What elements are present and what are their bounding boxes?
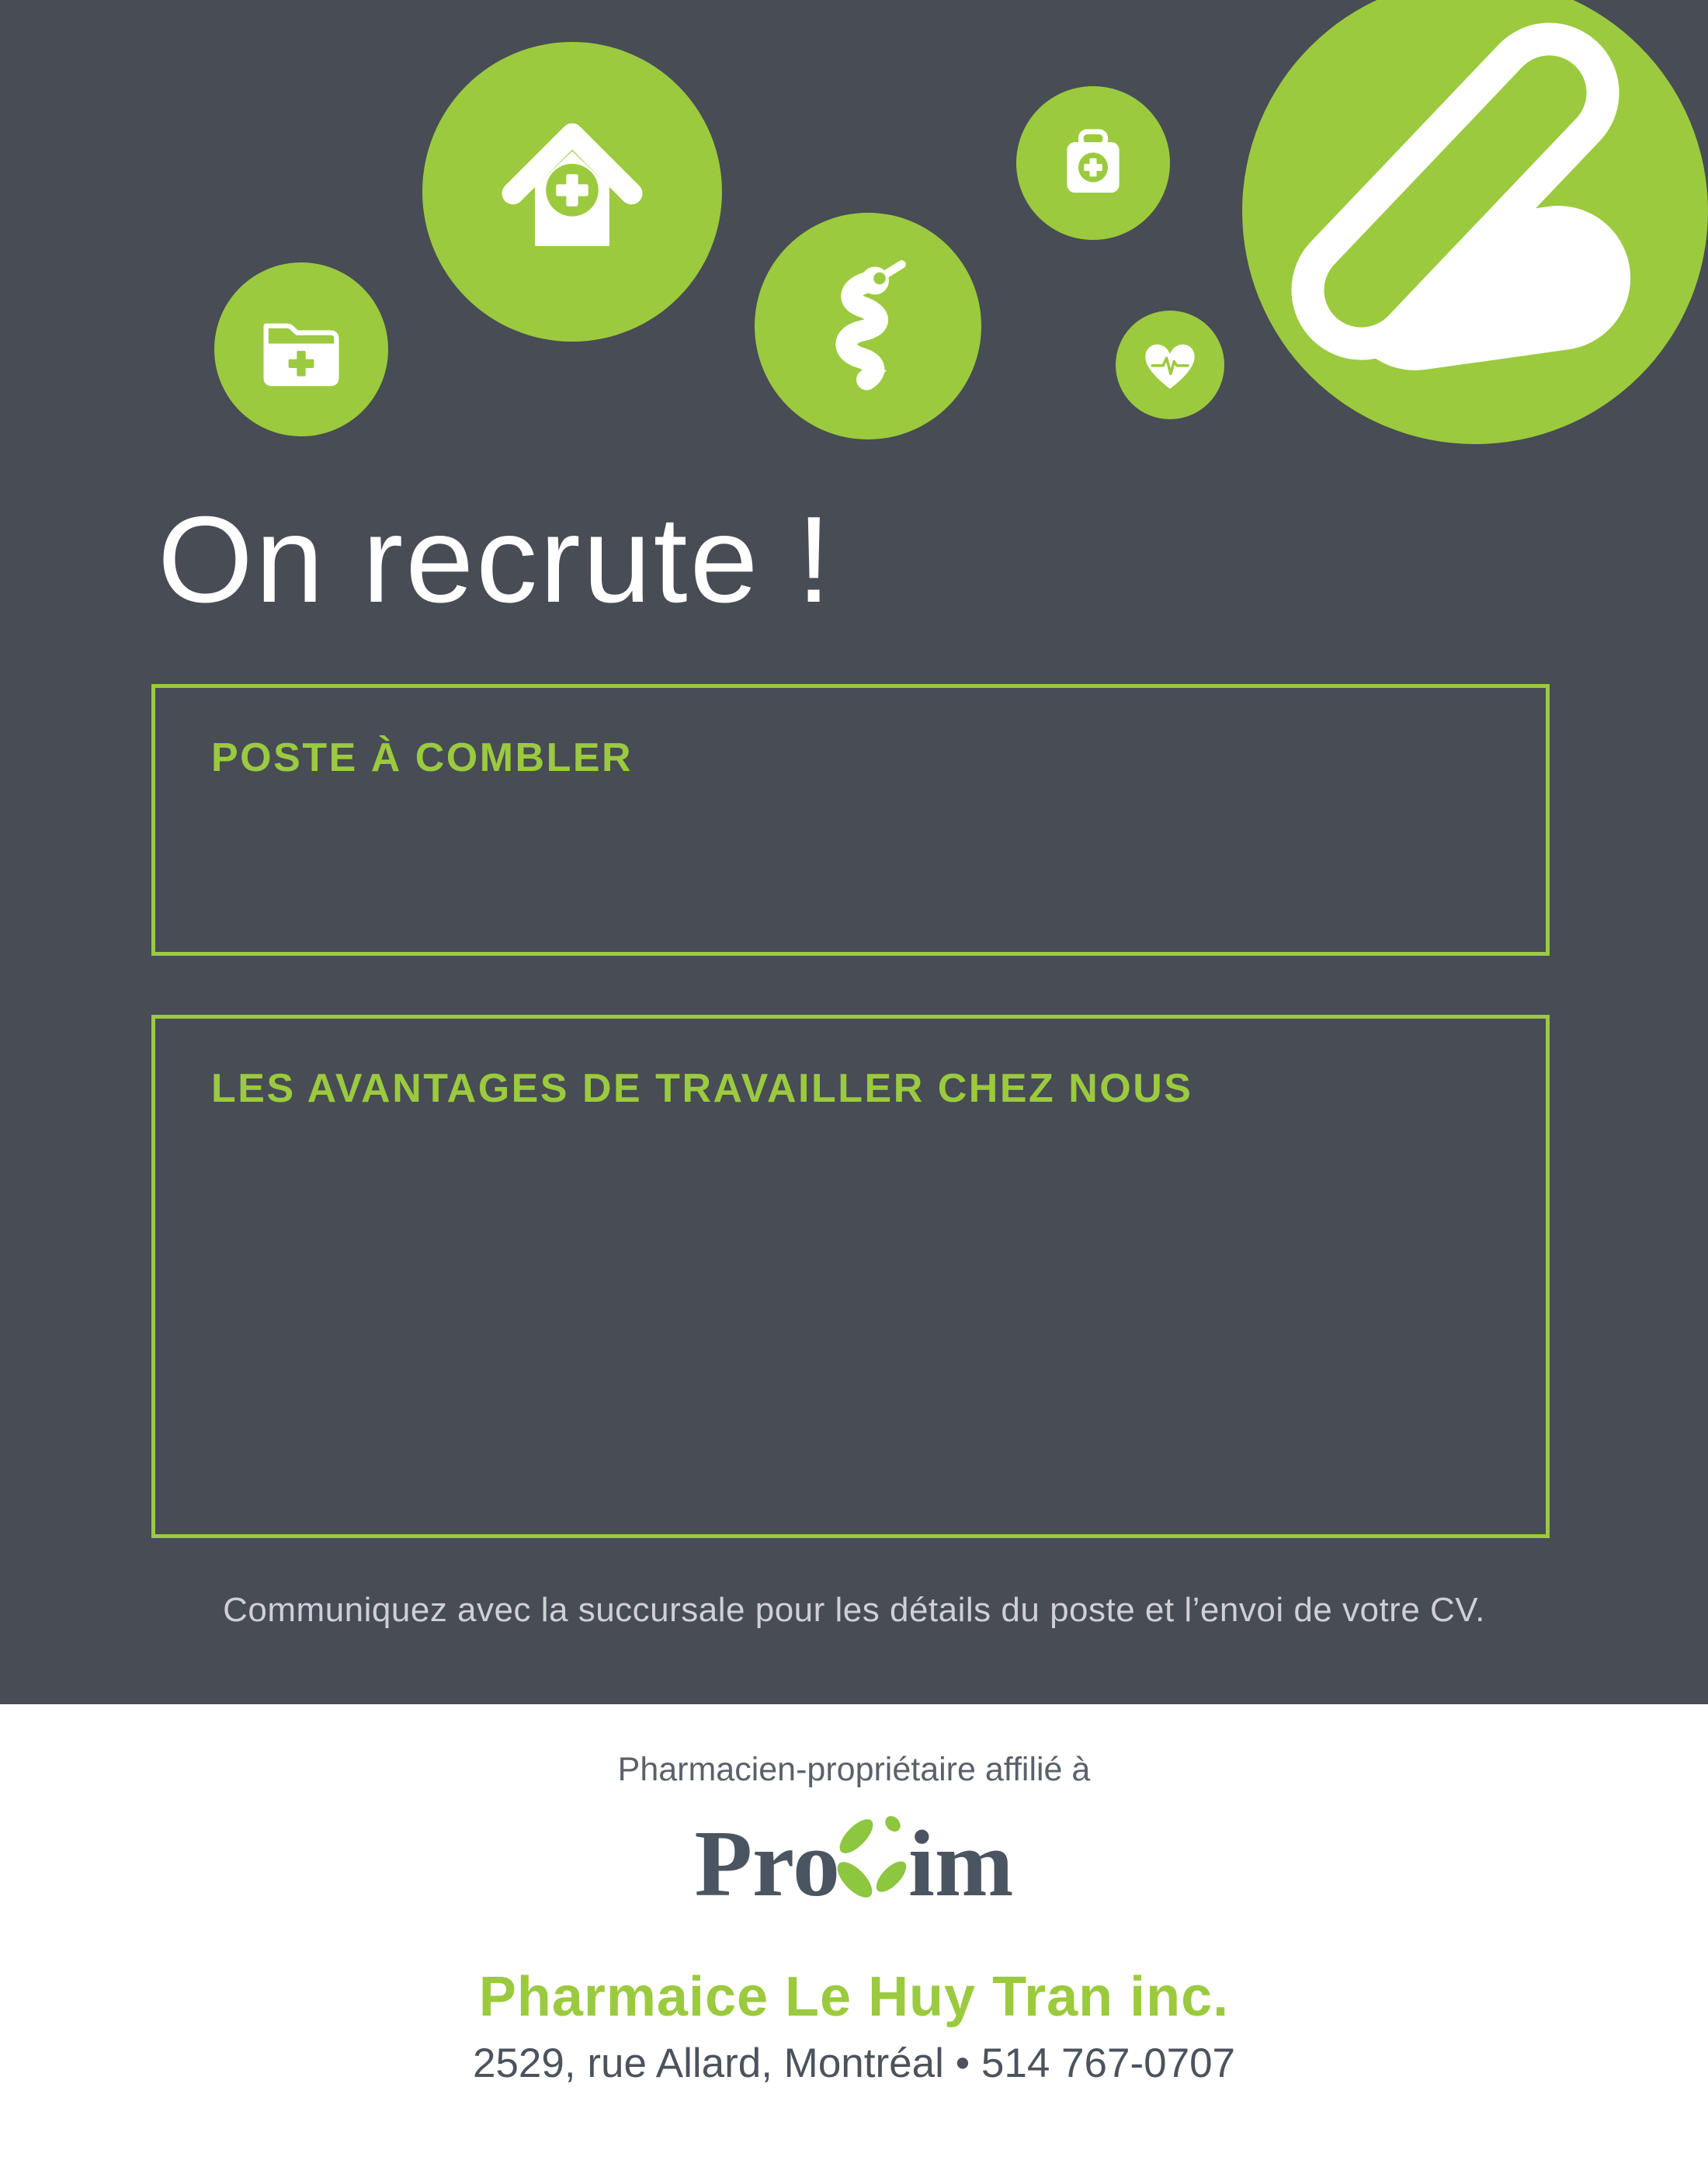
position-to-fill-box bbox=[151, 684, 1550, 956]
logo-text-im: im bbox=[908, 1811, 1014, 1916]
proxim-leaf-x-icon bbox=[835, 1811, 913, 1913]
benefits-box bbox=[151, 1015, 1550, 1538]
pill-capsule-icon bbox=[1242, 0, 1708, 444]
asclepius-snake-icon bbox=[810, 256, 926, 396]
pill-capsule-circle bbox=[1242, 0, 1708, 444]
medical-house-circle bbox=[422, 42, 722, 342]
folder-plus-icon bbox=[252, 300, 350, 398]
address-phone-line: 2529, rue Allard, Montréal • 514 767-0707 bbox=[472, 2040, 1236, 2086]
heartbeat-circle bbox=[1116, 311, 1224, 419]
heartbeat-heart-icon bbox=[1136, 331, 1204, 399]
headline: On recrute ! bbox=[158, 491, 834, 628]
asclepius-circle bbox=[755, 213, 981, 439]
affiliation-line: Pharmacien-propriétaire affilié à bbox=[617, 1751, 1091, 1788]
medical-house-icon bbox=[488, 107, 657, 276]
contact-note: Communiquez avec la succursale pour les détails du poste et l’envoi de votre CV. bbox=[223, 1591, 1485, 1629]
footer-section bbox=[0, 1704, 1708, 2174]
pharmacy-name: Pharmaice Le Huy Tran inc. bbox=[478, 1966, 1230, 2028]
first-aid-kit-icon bbox=[1050, 120, 1137, 207]
proxim-logo bbox=[0, 1796, 1708, 1933]
position-box-title: POSTE À COMBLER bbox=[211, 735, 634, 780]
benefits-box-title: LES AVANTAGES DE TRAVAILLER CHEZ NOUS bbox=[211, 1066, 1193, 1111]
first-aid-kit-circle bbox=[1016, 86, 1170, 240]
logo-text-pro: Pro bbox=[694, 1811, 840, 1916]
folder-plus-circle bbox=[214, 262, 388, 436]
